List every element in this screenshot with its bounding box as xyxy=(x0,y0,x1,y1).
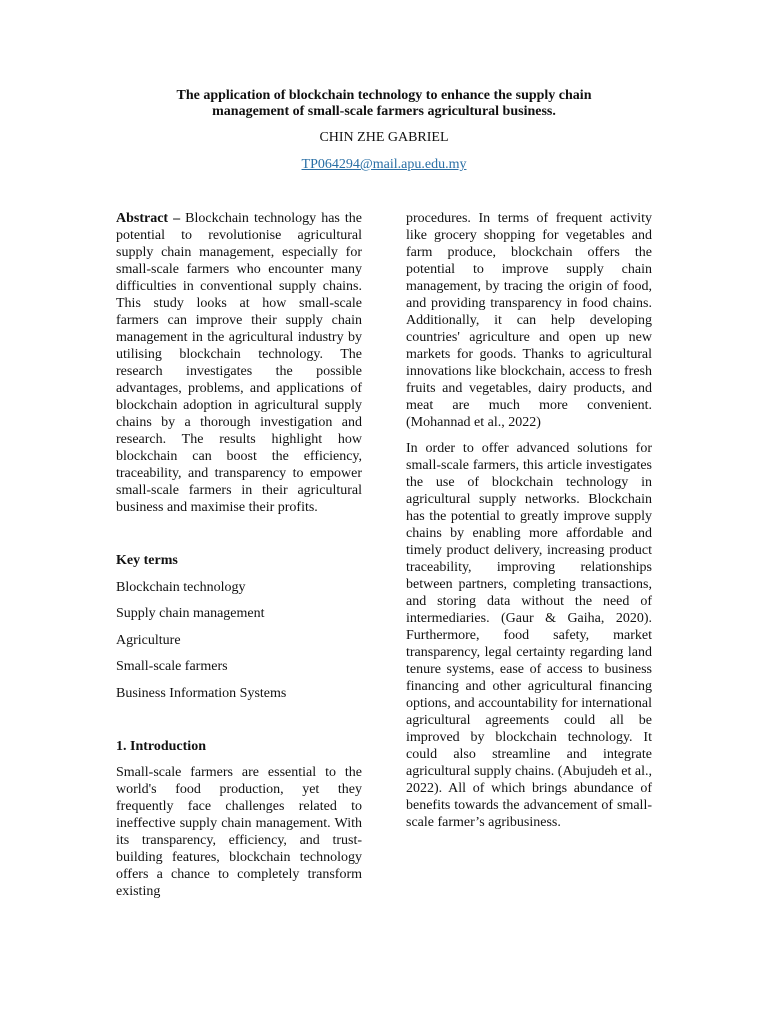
key-term-item: Small-scale farmers xyxy=(116,659,228,674)
introduction-paragraph-1-part-1: Small-scale farmers are essential to the world's food production, yet they frequently face challenges related to ineffective supply chain management. With its transparency, efficiency, and trust-building features, blockchain technology offers a chance to completely transform existing xyxy=(116,764,362,899)
abstract-text: Blockchain technology has the potential to revolutionise agricultural supply chain management, especially for small-scale farmers who encounter many difficulties in conventional supply chains. This study looks at how small-scale farmers can improve their supply chain management in the agricultural industry by utilising blockchain technology. The research investigates the possible advantages, problems, and applications of blockchain adoption in agricultural supply chains by a thorough investigation and research. The results highlight how blockchain can boost the efficiency, traceability, and transparency to empower small-scale farmers in their agricultural business and maximise their profits. xyxy=(116,211,362,515)
key-term-item: Blockchain technology xyxy=(116,579,246,595)
right-column xyxy=(406,210,652,831)
introduction-heading: 1. Introduction xyxy=(116,738,206,754)
author-email-link[interactable]: TP064294@mail.apu.edu.my xyxy=(301,157,467,172)
author-email-container xyxy=(100,157,668,173)
introduction-paragraph-1-part-2: procedures. In terms of frequent activity like grocery shopping for vegetables and farm produce, blockchain offers the potential to improve supply chain management, by tracing the origin of food, and providing transparency in food chains. Additionally, it can help developing countries' agriculture and open up new markets for goods. Thanks to agricultural innovations like blockchain, access to fresh fruits and vegetables, dairy products, and meat are much more convenient. (Mohannad et al., 2022) xyxy=(406,211,652,430)
key-terms-heading: Key terms xyxy=(116,553,178,568)
paper-title xyxy=(100,88,668,120)
key-term-item: Supply chain management xyxy=(116,606,265,621)
author-name: CHIN ZHE GABRIEL xyxy=(319,130,449,145)
title-line-2: management of small-scale farmers agricultural business. xyxy=(212,104,556,119)
title-line-1: The application of blockchain technology to enhance the supply chain xyxy=(176,88,592,103)
key-term-item: Business Information Systems xyxy=(116,685,287,701)
abstract-label: Abstract – xyxy=(116,211,181,226)
key-term-item: Agriculture xyxy=(116,632,181,648)
left-column xyxy=(116,210,362,900)
introduction-paragraph-2: In order to offer advanced solutions for small-scale farmers, this article investigates the use of blockchain technology in agricultural supply networks. Blockchain has the potential to greatly improve supply chains by enabling more affordable and timely product delivery, increasing product traceability, improving relationships between partners, completing transactions, and storing data without the need of intermediaries. (Gaur & Gaiha, 2020). Furthermore, food safety, market transparency, legal certainty regarding land tenure systems, ease of access to business financing and other agricultural financing options, and accountability for international agricultural agreements could all be improved by blockchain technology. It could also streamline and integrate agricultural supply chains. (Abujudeh et al., 2022). All of which brings abundance of benefits towards the advancement of small-scale farmer’s agribusiness. xyxy=(406,441,652,830)
abstract-paragraph xyxy=(116,210,362,516)
